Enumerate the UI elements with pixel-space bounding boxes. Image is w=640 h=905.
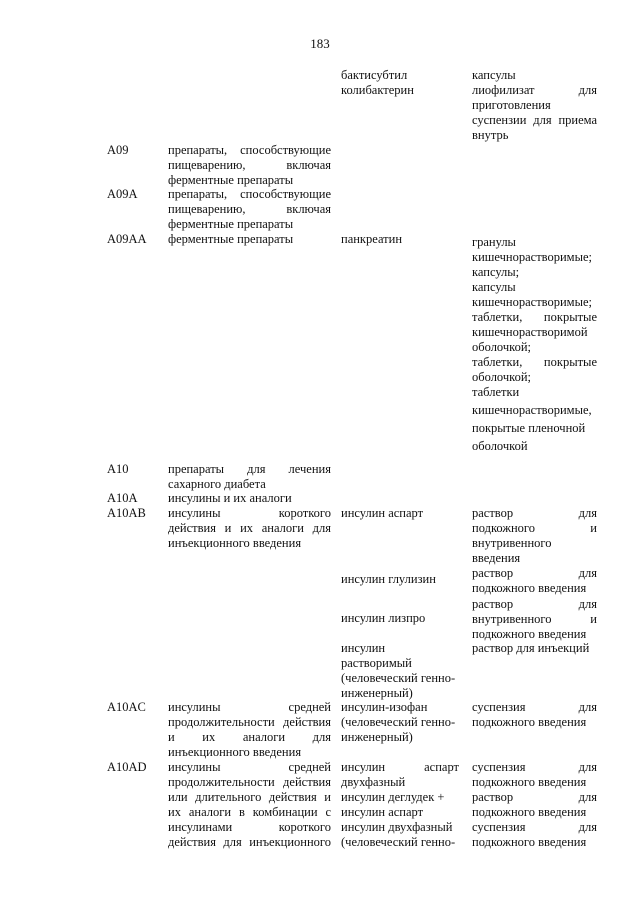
- atc-code: A10A: [107, 491, 138, 505]
- text-line: подкожного введения: [472, 715, 587, 729]
- text-line: сахарного диабета: [168, 477, 266, 491]
- text-line: и их аналоги для: [168, 730, 331, 744]
- text-line: инъекционного введения: [168, 536, 302, 550]
- form-cell: [472, 760, 597, 850]
- inn-cell: [341, 506, 459, 521]
- text-line: подкожного введения: [472, 775, 587, 789]
- text-line: двухфазный: [341, 775, 406, 789]
- text-line: колибактерин: [341, 83, 414, 97]
- text-line: инсулины средней: [168, 700, 331, 714]
- text-line: продолжительности действия: [168, 775, 331, 789]
- form-cell: [472, 597, 597, 642]
- text-line: раствор для: [472, 506, 597, 520]
- inn-cell: [341, 572, 459, 587]
- text-line: внутривенного и: [472, 612, 597, 626]
- text-line: внутривенного: [472, 536, 552, 550]
- text-line: препараты, способствующие: [168, 187, 331, 201]
- text-line: раствор для: [472, 597, 597, 611]
- text-line: внутрь: [472, 128, 509, 142]
- inn-cell: [341, 68, 459, 98]
- text-line: инсулин деглудек +: [341, 790, 445, 804]
- text-line: суспензии для приема: [472, 113, 597, 127]
- group-cell: [168, 700, 331, 760]
- group-cell: [168, 760, 331, 850]
- text-line: раствор для инъекций: [472, 641, 590, 655]
- text-line: ферментные препараты: [168, 232, 294, 246]
- text-line: инсулин лизпро: [341, 611, 426, 625]
- text-line: препараты для лечения: [168, 462, 331, 476]
- text-line: инсулинами короткого: [168, 820, 331, 834]
- form-cell: [472, 506, 597, 566]
- text-line: гранулы: [472, 235, 516, 249]
- text-line: их аналоги в комбинации с: [168, 805, 331, 819]
- text-line: или длительного действия и: [168, 790, 331, 804]
- atc-code: A10AB: [107, 506, 146, 520]
- text-line: инсулин аспарт: [341, 805, 424, 819]
- text-line: кишечнорастворимые;: [472, 295, 592, 309]
- text-line: растворимый: [341, 656, 412, 670]
- text-line: (человеческий генно-: [341, 835, 456, 849]
- text-line: (человеческий генно-: [341, 671, 456, 685]
- atc-code: A09: [107, 143, 129, 157]
- text-line: таблетки, покрытые: [472, 310, 597, 324]
- group-cell: [168, 232, 331, 247]
- text-line: ферментные препараты: [168, 217, 294, 231]
- text-line: раствор для: [472, 790, 597, 804]
- group-cell: [168, 491, 331, 506]
- text-line: препараты, способствующие: [168, 143, 331, 157]
- text-line: инсулин аспарт: [341, 760, 459, 774]
- text-line: таблетки, покрытые: [472, 355, 597, 369]
- text-line: инсулин аспарт: [341, 506, 424, 520]
- text-line: подкожного введения: [472, 805, 587, 819]
- form-cell: [472, 235, 597, 454]
- group-cell: [168, 143, 331, 188]
- group-cell: [168, 462, 331, 492]
- text-line: кишечнорастворимые;: [472, 250, 592, 264]
- inn-cell: [341, 232, 459, 247]
- text-line: инъекционного введения: [168, 745, 302, 759]
- text-line: кишечнорастворимой: [472, 325, 588, 339]
- inn-cell: [341, 760, 459, 850]
- text-line: приготовления: [472, 98, 551, 112]
- form-cell: [472, 700, 597, 730]
- text-line: инсулины и их аналоги: [168, 491, 292, 505]
- text-line: суспензия для: [472, 760, 597, 774]
- text-line: покрытые пленочной: [472, 421, 586, 435]
- text-line: таблетки: [472, 385, 520, 399]
- text-line: действия для инъекционного: [168, 835, 331, 849]
- inn-cell: [341, 641, 459, 701]
- page-number: 183: [310, 36, 330, 51]
- atc-code: A10AC: [107, 700, 146, 714]
- text-line: кишечнорастворимые,: [472, 403, 592, 417]
- text-line: (человеческий генно-: [341, 715, 456, 729]
- text-line: лиофилизат для: [472, 83, 597, 97]
- text-line: раствор для: [472, 566, 597, 580]
- inn-cell: [341, 611, 459, 626]
- text-line: суспензия для: [472, 820, 597, 834]
- text-line: панкреатин: [341, 232, 403, 246]
- atc-code: A10AD: [107, 760, 147, 774]
- text-line: подкожного введения: [472, 627, 587, 641]
- text-line: оболочкой;: [472, 340, 531, 354]
- form-cell: [472, 68, 597, 143]
- text-line: ферментные препараты: [168, 173, 294, 187]
- form-cell: [472, 566, 597, 596]
- text-line: инженерный): [341, 730, 413, 744]
- text-line: подкожного и: [472, 521, 597, 535]
- text-line: введения: [472, 551, 521, 565]
- text-line: инсулины средней: [168, 760, 331, 774]
- atc-code: A09A: [107, 187, 138, 201]
- text-line: подкожного введения: [472, 581, 587, 595]
- text-line: подкожного введения: [472, 835, 587, 849]
- text-line: капсулы: [472, 280, 516, 294]
- text-line: инсулин глулизин: [341, 572, 436, 586]
- text-line: пищеварению, включая: [168, 202, 331, 216]
- text-line: инсулины короткого: [168, 506, 331, 520]
- text-line: капсулы: [472, 68, 516, 82]
- text-line: инсулин: [341, 641, 386, 655]
- text-line: инсулин-изофан: [341, 700, 428, 714]
- text-line: оболочкой: [472, 439, 528, 453]
- text-line: капсулы;: [472, 265, 520, 279]
- inn-cell: [341, 700, 459, 745]
- group-cell: [168, 187, 331, 232]
- group-cell: [168, 506, 331, 551]
- text-line: продолжительности действия: [168, 715, 331, 729]
- text-line: инсулин двухфазный: [341, 820, 453, 834]
- text-line: оболочкой;: [472, 370, 531, 384]
- atc-code: A10: [107, 462, 129, 476]
- form-cell: [472, 641, 597, 656]
- text-line: бактисубтил: [341, 68, 408, 82]
- text-line: суспензия для: [472, 700, 597, 714]
- text-line: инженерный): [341, 686, 413, 700]
- atc-code: A09AA: [107, 232, 147, 246]
- text-line: действия и их аналоги для: [168, 521, 331, 535]
- text-line: пищеварению, включая: [168, 158, 331, 172]
